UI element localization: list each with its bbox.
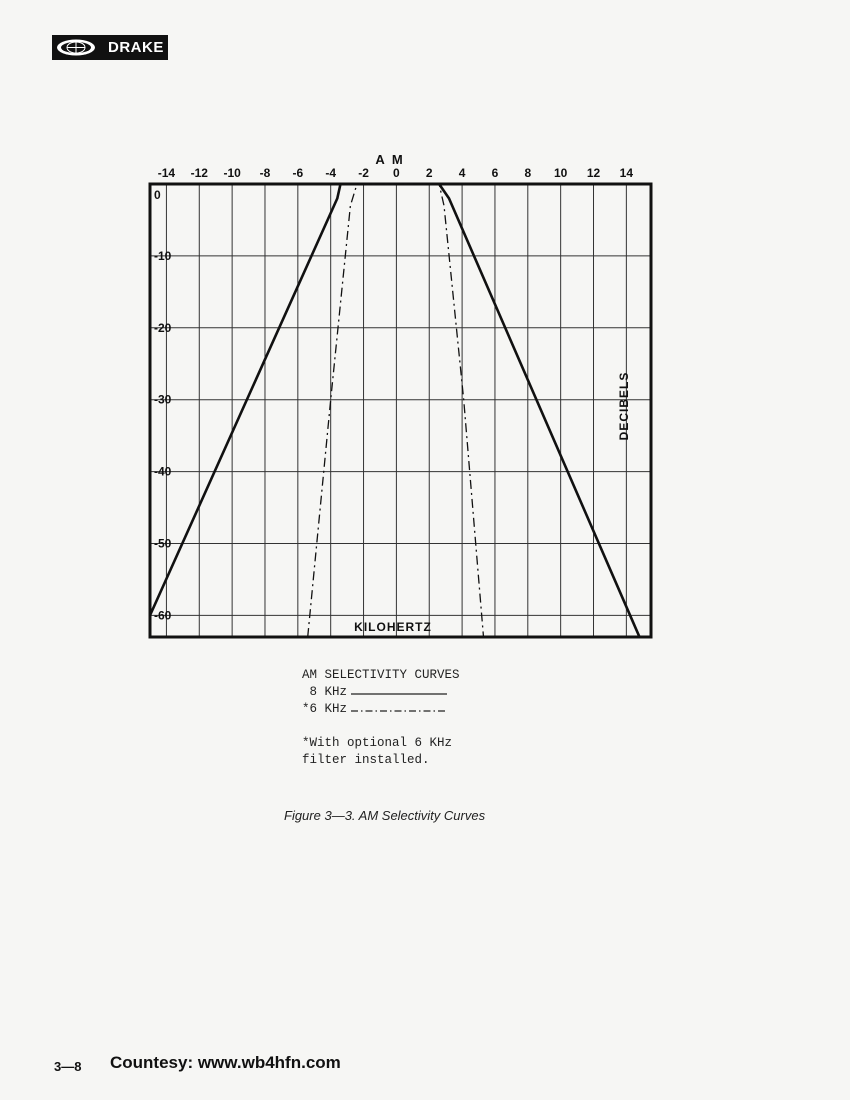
plot-frame	[150, 184, 651, 637]
legend-note-line2: filter installed.	[302, 753, 430, 767]
y-tick-label: -10	[154, 248, 172, 263]
legend-item-8khz	[302, 684, 460, 701]
chart-legend	[302, 667, 460, 769]
y-tick-label: -20	[154, 320, 172, 335]
x-tick-label: -10	[223, 166, 241, 180]
logo-text: DRAKE	[108, 39, 164, 56]
x-tick-label: -6	[292, 166, 304, 180]
chart-title: A M	[375, 152, 405, 167]
y-tick-label: -50	[154, 536, 172, 551]
y-tick-label: 0	[154, 188, 161, 202]
legend-dashdot-swatch	[349, 705, 449, 715]
x-tick-label: -14	[157, 166, 176, 180]
page-number: 3—8	[54, 1059, 82, 1074]
legend-item-label: 8 KHz	[302, 685, 348, 699]
legend-title: AM SELECTIVITY CURVES	[302, 668, 460, 682]
y-tick-label: -30	[154, 392, 172, 407]
x-tick-label: 0	[393, 166, 400, 180]
x-axis-label: KILOHERTZ	[354, 620, 432, 634]
series-6khz-line	[308, 184, 484, 637]
x-tick-label: 8	[524, 166, 532, 180]
x-tick-label: 14	[619, 166, 634, 180]
x-tick-label: -4	[325, 166, 337, 180]
legend-solid-swatch	[349, 688, 449, 698]
legend-note-line1: *With optional 6 KHz	[302, 736, 453, 750]
x-tick-label: 6	[491, 166, 499, 180]
courtesy-text: Countesy: www.wb4hfn.com	[110, 1053, 341, 1072]
x-tick-label: -12	[190, 166, 208, 180]
x-tick-label: 12	[586, 166, 601, 180]
y-tick-label: -60	[154, 608, 172, 623]
x-tick-label: 10	[553, 166, 568, 180]
y-tick-label: -40	[154, 464, 172, 479]
x-tick-label: -2	[358, 166, 369, 180]
x-tick-label: 2	[425, 166, 433, 180]
legend-item-6khz	[302, 701, 460, 718]
x-tick-label: -8	[259, 166, 271, 180]
series-8khz-line	[150, 184, 640, 637]
figure-caption: Figure 3—3. AM Selectivity Curves	[284, 808, 486, 823]
legend-item-label: *6 KHz	[302, 702, 348, 716]
y-axis-label: DECIBELS	[617, 371, 631, 441]
x-tick-label: 4	[458, 166, 466, 180]
